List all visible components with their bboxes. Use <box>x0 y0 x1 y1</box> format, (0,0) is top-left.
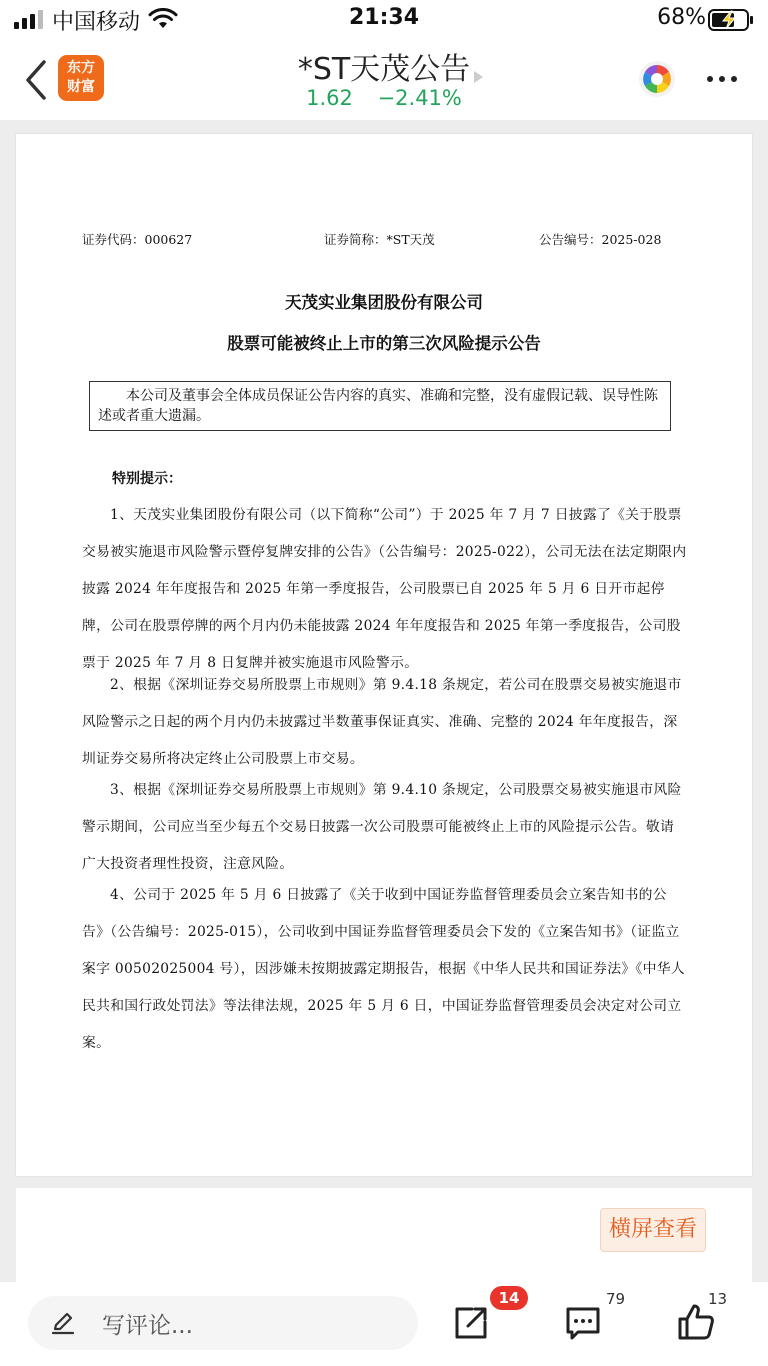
comment-count: 79 <box>606 1290 626 1308</box>
announcement-document <box>16 134 752 1176</box>
battery-percent: 68% <box>657 5 706 30</box>
landscape-view-button[interactable]: 横屏查看 <box>600 1208 706 1252</box>
paragraph-2: 2、根据《深圳证券交易所股票上市规则》第 9.4.18 条规定，若公司在股票交易被实施退市风险警示之日起的两个月内仍未披露过半数董事保证真实、准确、完整的 2024 年年度报告，深圳证券交易所将决定终止公司股票上市交易。 <box>82 677 682 767</box>
title-arrow-icon[interactable] <box>472 70 484 84</box>
app-header <box>0 40 768 120</box>
carrier-name: 中国移动 <box>52 10 141 35</box>
stock-price: 1.62 <box>306 86 353 110</box>
company-name: 天茂实业集团股份有限公司 <box>285 293 483 312</box>
stock-abbreviation: 证券简称：*ST天茂 <box>324 232 435 247</box>
price-change-pct: −2.41% <box>377 86 462 110</box>
comment-placeholder: 写评论... <box>102 1313 193 1339</box>
next-page-panel <box>16 1188 752 1288</box>
page-title: *ST天茂公告 <box>297 52 471 87</box>
app-logo[interactable]: 东方 财富 <box>58 55 104 101</box>
thumbs-up-icon[interactable] <box>676 1302 716 1342</box>
paragraph-3: 3、根据《深圳证券交易所股票上市规则》第 9.4.10 条规定，公司股票交易被实施退市风险警示期间，公司应当至少每五个交易日披露一次公司股票可能被终止上市的风险提示公告。敬请广大投资者理性投资，注意风险。 <box>82 782 682 872</box>
battery-charging-icon <box>708 8 754 32</box>
comment-icon[interactable] <box>564 1304 602 1342</box>
color-wheel-icon[interactable] <box>638 60 676 98</box>
announcement-number: 公告编号：2025-028 <box>539 232 662 247</box>
responsibility-notice: 本公司及董事会全体成员保证公告内容的真实、准确和完整，没有虚假记载、误导性陈述或者重大遗漏。 <box>89 381 671 431</box>
stock-code: 证券代码：000627 <box>82 232 193 247</box>
document-title: 股票可能被终止上市的第三次风险提示公告 <box>227 334 541 353</box>
special-notice-heading: 特别提示： <box>112 471 182 487</box>
status-bar <box>0 0 768 40</box>
clock: 21:34 <box>348 5 420 30</box>
comment-input[interactable] <box>28 1296 418 1350</box>
paragraph-1: 1、天茂实业集团股份有限公司（以下简称“公司”）于 2025 年 7 月 7 日披露了《关于股票交易被实施退市风险警示暨停复牌安排的公告》（公告编号：2025-022），公司无法在法定期限内披露 2024 年年度报告和 2025 年第一季度报告，公司股票已自 2025 年 5 月 6 日开市起停牌，公司在股票停牌的两个月内仍未能披露 2024 年年度报告和 2025 年第一季度报告，公司股票于 2025 年 7 月 8 日复牌并被实施退市风险警示。 <box>82 507 687 671</box>
bottom-toolbar <box>0 1282 768 1366</box>
more-options-icon[interactable] <box>702 60 742 98</box>
share-count-badge: 14 <box>490 1286 528 1310</box>
paragraph-4: 4、公司于 2025 年 5 月 6 日披露了《关于收到中国证券监督管理委员会立案告知书的公告》（公告编号：2025-015），公司收到中国证券监督管理委员会下发的《立案告知书》（证监立案字 00502025004 号），因涉嫌未按期披露定期报告，根据《中华人民共和国证券法》《中华人民共和国行政处罚法》等法律法规，2025 年 5 月 6 日，中国证券监督管理委员会决定对公司立案。 <box>82 887 685 1051</box>
share-icon[interactable] <box>452 1304 490 1342</box>
like-count: 13 <box>708 1290 728 1308</box>
pen-icon <box>50 1310 76 1336</box>
